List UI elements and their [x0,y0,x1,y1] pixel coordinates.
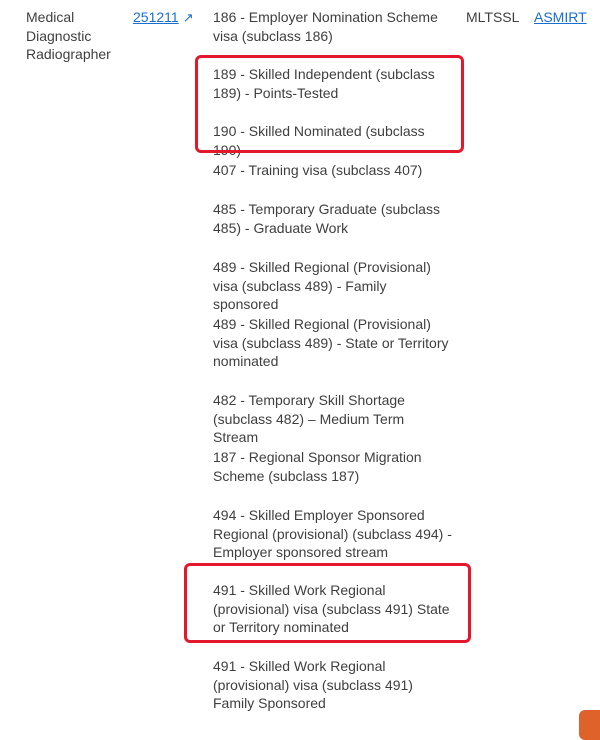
visa-item: 186 - Employer Nomination Scheme visa (subclass 186) [213,9,438,44]
assessing-authority-link[interactable]: ASMIRT [534,9,587,25]
external-link-icon[interactable]: ↗ [182,10,194,25]
visa-item: 489 - Skilled Regional (Provisional) visa (subclass 489) - State or Territory nominated [213,316,449,369]
visa-item: 491 - Skilled Work Regional (provisional) visa (subclass 491) State or Territory nominated [213,582,450,635]
corner-badge[interactable] [579,710,600,740]
visa-item: 489 - Skilled Regional (Provisional) visa (subclass 489) - Family sponsored [213,259,431,312]
highlight-box-189-190 [195,55,464,153]
anzsco-code[interactable]: 251211 [133,9,179,25]
visa-item: 482 - Temporary Skill Shortage (subclass 482) – Medium Term Stream [213,392,405,445]
visa-item: 494 - Skilled Employer Sponsored Regional (provisional) (subclass 494) - Employer sponsored stream [213,507,452,560]
visa-item: 491 - Skilled Work Regional (provisional) visa (subclass 491) Family Sponsored [213,658,413,711]
skill-list-code: MLTSSL [466,9,520,25]
visa-item: 190 - Skilled Nominated (subclass 190) [213,123,425,158]
occupation-name: Medical Diagnostic Radiographer [26,9,111,62]
visa-item: 187 - Regional Sponsor Migration Scheme (subclass 187) [213,449,422,484]
anzsco-code-link[interactable] [133,8,194,28]
highlight-box-491 [184,563,471,643]
visa-item: 189 - Skilled Independent (subclass 189) - Points-Tested [213,66,435,101]
visa-item: 407 - Training visa (subclass 407) [213,162,423,178]
visa-item: 485 - Temporary Graduate (subclass 485) - Graduate Work [213,201,440,236]
